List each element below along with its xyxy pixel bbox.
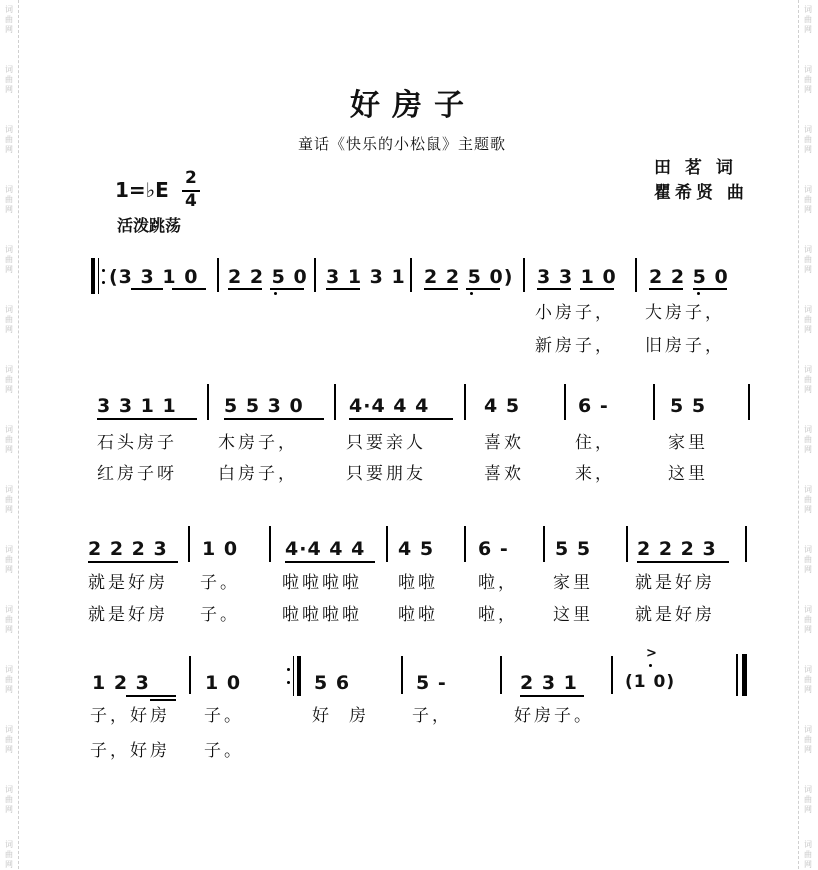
measure-notes: (1 0) (625, 672, 676, 692)
measure-notes: 6 - (478, 538, 509, 560)
lyric: 木房子， (218, 433, 298, 453)
final-bar-thick (742, 654, 747, 696)
song-subtitle: 童话《快乐的小松鼠》主题歌 (298, 135, 507, 153)
bar-line (188, 526, 190, 562)
measure-notes: 2 2 5 0 (649, 266, 729, 288)
measure-notes: 5 5 (670, 395, 707, 417)
measure-notes: 5 - (416, 672, 447, 694)
time-signature-bottom: 4 (185, 191, 197, 211)
low-octave-dot (470, 292, 473, 295)
low-octave-dot (274, 292, 277, 295)
measure-notes: 5 5 (555, 538, 592, 560)
watermark: 词曲网 (804, 785, 812, 814)
lyric: 红房子呀 (97, 464, 177, 484)
measure-notes: 5 6 (314, 672, 351, 694)
watermark: 词曲网 (5, 785, 13, 814)
bar-line (748, 384, 750, 420)
lyric: 旧房子， (645, 336, 725, 356)
lyric: 啦啦啦啦 (282, 573, 362, 593)
watermark: 词曲网 (5, 545, 13, 574)
watermark: 词曲网 (5, 245, 13, 274)
measure-notes: 3 1 3 1 (326, 266, 406, 288)
measure-notes: 2 2 5 0) (424, 266, 514, 288)
underline (537, 288, 571, 290)
lyric: 就是好房 (88, 573, 168, 593)
watermark: 词曲网 (804, 365, 812, 394)
underline (126, 695, 176, 697)
watermark: 词曲网 (5, 485, 13, 514)
bar-line (523, 258, 525, 292)
watermark: 词曲网 (804, 545, 812, 574)
lyric: 家里 (553, 573, 593, 593)
measure-notes: 5 5 3 0 (224, 395, 304, 417)
lyric: 啦， (478, 573, 518, 593)
measure-notes: 3 3 1 0 (537, 266, 617, 288)
lyric: 子。 (204, 706, 244, 726)
repeat-dot (287, 668, 290, 671)
watermark: 词曲网 (804, 245, 812, 274)
accent-mark: > (646, 646, 657, 661)
lyric: 啦， (478, 605, 518, 625)
watermark: 词曲网 (804, 485, 812, 514)
repeat-dot (102, 269, 105, 272)
underline (520, 695, 584, 697)
measure-notes: 4·4 4 4 (285, 538, 366, 560)
lyric: 来， (575, 464, 615, 484)
bar-line (189, 656, 191, 694)
lyric: 啦啦 (398, 605, 438, 625)
watermark: 词曲网 (5, 5, 13, 34)
underline (637, 561, 729, 563)
measure-notes: 2 3 1 (520, 672, 578, 694)
lyric: 啦啦 (398, 573, 438, 593)
lyric: 石头房子 (97, 433, 177, 453)
measure-notes: 1 0 (202, 538, 239, 560)
bar-line (464, 384, 466, 420)
key-signature: 1=♭E (115, 178, 169, 202)
left-margin-line (18, 0, 19, 869)
lyric: 喜欢 (484, 464, 524, 484)
composer-credit: 瞿希贤 曲 (654, 183, 748, 203)
watermark: 词曲网 (804, 5, 812, 34)
underline (228, 288, 262, 290)
measure-notes: 2 2 2 3 (637, 538, 717, 560)
lyric: 住， (575, 433, 615, 453)
measure-notes: 4 5 (398, 538, 435, 560)
bar-line (314, 258, 316, 292)
watermark: 词曲网 (5, 425, 13, 454)
repeat-dot (102, 281, 105, 284)
bar-line (653, 384, 655, 420)
lyric: 小房子， (535, 303, 615, 323)
underline (466, 288, 500, 290)
underline (224, 418, 324, 420)
watermark: 词曲网 (5, 65, 13, 94)
lyric: 只要亲人 (346, 433, 426, 453)
bar-line (543, 526, 545, 562)
watermark: 词曲网 (5, 840, 13, 869)
underline (580, 288, 614, 290)
right-margin-line (798, 0, 799, 869)
lyric: 子，好房 (90, 706, 170, 726)
bar-line (611, 656, 613, 694)
underline (349, 418, 453, 420)
watermark: 词曲网 (804, 185, 812, 214)
watermark: 词曲网 (5, 305, 13, 334)
underline (172, 288, 206, 290)
lyric: 子， (412, 706, 452, 726)
bar-line (334, 384, 336, 420)
lyric: 这里 (668, 464, 708, 484)
watermark: 词曲网 (5, 605, 13, 634)
lyric: 白房子， (218, 464, 298, 484)
underline (649, 288, 683, 290)
repeat-start-thin (98, 258, 99, 294)
bar-line (635, 258, 637, 292)
watermark: 词曲网 (5, 125, 13, 154)
bar-line (401, 656, 403, 694)
watermark: 词曲网 (5, 665, 13, 694)
final-bar-thin (736, 654, 738, 696)
measure-notes: 3 3 1 1 (97, 395, 177, 417)
watermark: 词曲网 (804, 305, 812, 334)
tempo-marking: 活泼跳荡 (117, 216, 182, 235)
underline (424, 288, 458, 290)
lyric: 大房子， (645, 303, 725, 323)
lyric: 就是好房 (88, 605, 168, 625)
song-title: 好房子 (350, 88, 476, 123)
repeat-end-thick (297, 656, 301, 696)
high-octave-dot (649, 664, 652, 667)
repeat-dot (287, 681, 290, 684)
lyric: 子。 (200, 605, 240, 625)
lyric: 就是好房 (635, 573, 715, 593)
lyric: 这里 (553, 605, 593, 625)
bar-line (745, 526, 747, 562)
underline (97, 418, 197, 420)
bar-line (217, 258, 219, 292)
repeat-start-thick (91, 258, 95, 294)
measure-notes: 1 0 (205, 672, 242, 694)
time-signature-top: 2 (185, 168, 197, 188)
bar-line (269, 526, 271, 562)
watermark: 词曲网 (5, 365, 13, 394)
watermark: 词曲网 (804, 725, 812, 754)
watermark: 词曲网 (804, 840, 812, 869)
lyric: 啦啦啦啦 (282, 605, 362, 625)
measure-notes: 6 - (578, 395, 609, 417)
bar-line (500, 656, 502, 694)
measure-notes: 2 2 2 3 (88, 538, 168, 560)
underline (270, 288, 304, 290)
lyric: 只要朋友 (346, 464, 426, 484)
watermark: 词曲网 (5, 185, 13, 214)
underline (88, 561, 178, 563)
lyricist-credit: 田 茗 词 (654, 158, 737, 178)
lyric: 子。 (200, 573, 240, 593)
lyric: 喜欢 (484, 433, 524, 453)
lyric: 新房子， (535, 336, 615, 356)
lyric: 好房子。 (514, 706, 594, 726)
lyric: 家里 (668, 433, 708, 453)
watermark: 词曲网 (804, 125, 812, 154)
lyric: 好房 (312, 706, 386, 726)
watermark: 词曲网 (5, 725, 13, 754)
bar-line (564, 384, 566, 420)
watermark: 词曲网 (804, 65, 812, 94)
bar-line (207, 384, 209, 420)
bar-line (410, 258, 412, 292)
watermark: 词曲网 (804, 425, 812, 454)
measure-notes: 1 2 3 (92, 672, 150, 694)
underline (131, 288, 163, 290)
underline (326, 288, 360, 290)
repeat-end-thin (293, 656, 294, 696)
watermark: 词曲网 (804, 605, 812, 634)
measure-notes: 4·4 4 4 (349, 395, 430, 417)
lyric: 子，好房 (90, 741, 170, 761)
underline (693, 288, 727, 290)
measure-notes: (3 3 1 0 (109, 266, 199, 288)
measure-notes: 4 5 (484, 395, 521, 417)
bar-line (464, 526, 466, 562)
bar-line (626, 526, 628, 562)
lyric: 子。 (204, 741, 244, 761)
measure-notes: 2 2 5 0 (228, 266, 308, 288)
lyric: 就是好房 (635, 605, 715, 625)
underline (285, 561, 375, 563)
watermark: 词曲网 (804, 665, 812, 694)
low-octave-dot (697, 292, 700, 295)
bar-line (386, 526, 388, 562)
